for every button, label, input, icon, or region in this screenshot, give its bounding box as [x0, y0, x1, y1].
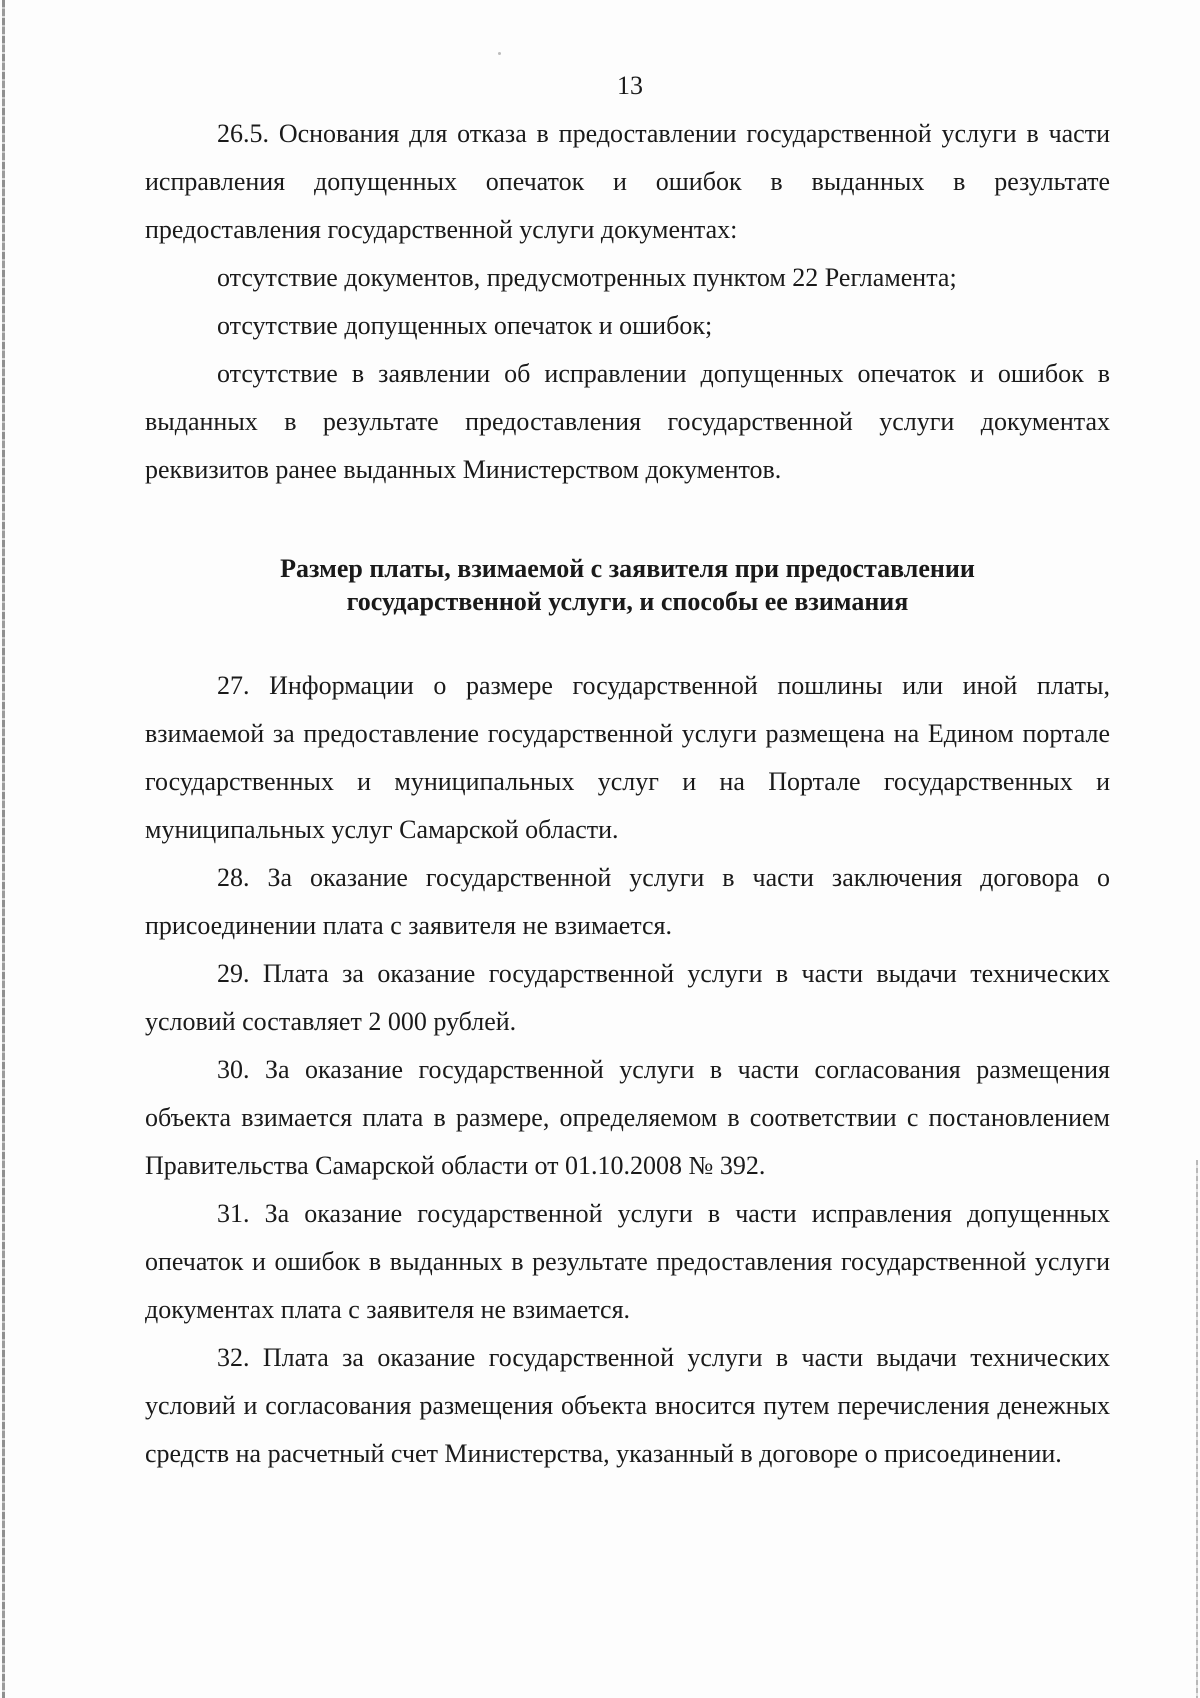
- paragraph-30: 30. За оказание государственной услуги в части согласования размещения объекта взимается плата в размере, определяемом в соответствии с постановлением Правительства Самарской области от 01.10.2008 № 392.: [145, 1055, 1110, 1180]
- section-heading: [145, 552, 1110, 618]
- section-heading-line-2: государственной услуги, и способы ее взимания: [346, 587, 909, 616]
- section-heading-line-1: Размер платы, взимаемой с заявителя при предоставлении: [280, 554, 975, 583]
- list-item: отсутствие допущенных опечаток и ошибок;: [217, 311, 713, 340]
- list-item: отсутствие в заявлении об исправлении допущенных опечаток и ошибок в выданных в результате предоставления государственной услуги документах реквизитов ранее выданных Министерством документов.: [145, 359, 1110, 484]
- paragraph-28: 28. За оказание государственной услуги в части заключения договора о присоединении плата с заявителя не взимается.: [145, 863, 1110, 940]
- paragraph-27: 27. Информации о размере государственной пошлины или иной платы, взимаемой за предоставление государственной услуги размещена на Едином портале государственных и муниципальных услуг и на Портале государственных и муниципальных услуг Самарской области.: [145, 671, 1110, 844]
- paragraph-32: 32. Плата за оказание государственной услуги в части выдачи технических условий и согласования размещения объекта вносится путем перечисления денежных средств на расчетный счет Министерства, указанный в договоре о присоединении.: [145, 1343, 1110, 1468]
- paragraph-31: 31. За оказание государственной услуги в части исправления допущенных опечаток и ошибок в выданных в результате предоставления государственной услуги документах плата с заявителя не взимается.: [145, 1199, 1110, 1324]
- paragraph-26-5: 26.5. Основания для отказа в предоставлении государственной услуги в части исправления допущенных опечаток и ошибок в выданных в результате предоставления государственной услуги документах:: [145, 119, 1110, 244]
- scan-speck: [498, 52, 501, 55]
- scan-edge-right: [1196, 1160, 1198, 1698]
- paragraph-29: 29. Плата за оказание государственной услуги в части выдачи технических условий составляет 2 000 рублей.: [145, 959, 1110, 1036]
- list-item: отсутствие документов, предусмотренных пунктом 22 Регламента;: [217, 263, 957, 292]
- document-body: [145, 110, 1110, 1478]
- page-number: 13: [617, 71, 643, 100]
- scan-edge-left: [2, 0, 5, 1698]
